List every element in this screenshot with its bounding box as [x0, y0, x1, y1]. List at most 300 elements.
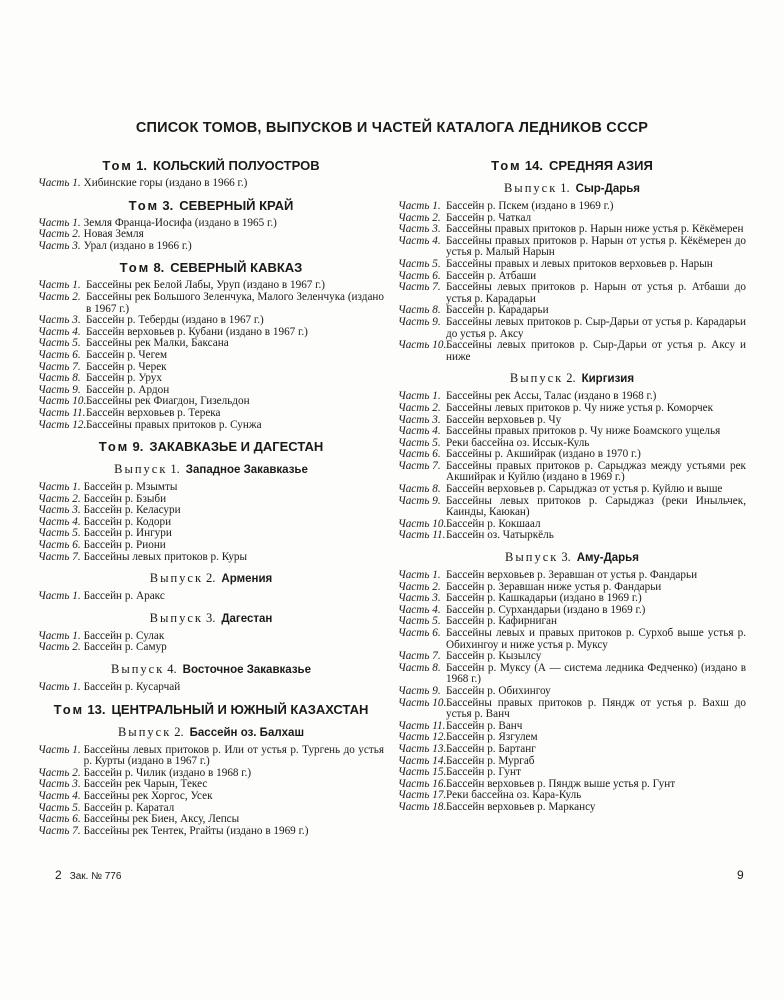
tom-section	[38, 198, 384, 253]
vypusk-number: 2.	[174, 724, 184, 739]
part-entry	[38, 540, 384, 552]
part-entry	[398, 802, 746, 814]
part-number: 8.	[432, 483, 441, 496]
vypusk-title: Дагестан	[221, 612, 273, 625]
part-text: Бассейн р. Ардон	[86, 383, 170, 396]
part-text: Бассейн р. Урух	[86, 372, 162, 385]
part-entry	[38, 591, 384, 603]
part-label: Часть	[38, 515, 70, 528]
part-text: Бассейн р. Кокшаал	[446, 517, 541, 530]
part-text: Бассейн верховьев р. Пяндж выше устья р. Гунт	[446, 777, 676, 790]
part-label-group	[398, 529, 446, 542]
part-entry	[398, 767, 746, 779]
part-number: 8.	[432, 304, 441, 317]
part-number: 1.	[72, 279, 81, 292]
tom-section	[398, 158, 746, 814]
tom-number: 13.	[87, 701, 106, 717]
part-number: 1.	[72, 629, 81, 642]
part-text: Бассейны левых притоков р. Сыр-Дарьи от устья р. Аксу и ниже	[446, 339, 746, 363]
vypusk-label: Выпуск	[505, 550, 559, 565]
part-label: Часть	[398, 529, 430, 542]
part-number: 1.	[432, 390, 441, 403]
part-number: 17.	[432, 789, 447, 802]
part-text: Бассейн р. Обихингоу	[446, 684, 551, 697]
part-label-group	[398, 236, 443, 259]
part-label-group	[398, 461, 443, 484]
vypusk-label: Выпуск	[114, 462, 168, 477]
part-label: Часть	[398, 459, 430, 472]
vypusk-heading	[398, 371, 746, 387]
part-label: Часть	[398, 684, 430, 697]
part-number: 2.	[432, 211, 441, 224]
vypusk-number: 1.	[560, 181, 570, 195]
tom-heading	[38, 158, 384, 173]
part-number: 15.	[432, 766, 447, 779]
part-label-group	[38, 178, 81, 190]
part-text: Бассейны левых и правых притоков р. Сурхоб выше устья р. Обихингоу и ниже устья р. Муксу	[446, 627, 746, 651]
part-label: Часть	[398, 413, 430, 426]
part-number: 1.	[72, 216, 81, 229]
part-number: 9.	[432, 494, 441, 507]
part-entry	[398, 496, 746, 519]
part-label: Часть	[38, 325, 70, 338]
part-label-group	[38, 552, 81, 564]
part-text: Бассейн р. Зеравшан ниже устья р. Фандарьи	[446, 580, 662, 593]
part-entry	[398, 530, 746, 542]
part-text: Бассейны левых притоков р. Чу ниже устья р. Коморчек	[446, 401, 714, 414]
part-label: Часть	[398, 390, 430, 403]
part-text: Земля Франца-Иосифа (издано в 1965 г.)	[83, 216, 277, 229]
vypusk-title: Восточное Закавказье	[182, 664, 311, 677]
part-text: Бассейн р. Сурхандарьи (издано в 1969 г.)	[446, 603, 646, 616]
part-label-group	[398, 696, 447, 721]
vypusk-label: Выпуск	[503, 181, 558, 195]
part-label-group	[38, 418, 87, 432]
part-entry	[38, 552, 384, 564]
part-text: Бассейн р. Карадарьи	[446, 304, 549, 317]
part-label: Часть	[38, 766, 70, 779]
part-text: Бассейн р. Атбаши	[446, 269, 537, 282]
vypusk-label: Выпуск	[149, 610, 203, 625]
part-number: 1.	[72, 681, 81, 694]
part-label: Часть	[38, 790, 70, 802]
tom-label: Том	[491, 158, 522, 173]
tom-section	[38, 702, 384, 838]
tom-heading	[38, 439, 384, 454]
part-label: Часть	[38, 641, 70, 654]
part-label: Часть	[398, 281, 430, 294]
part-text: Бассейн р. Мургаб	[446, 754, 535, 767]
part-text: Бассейны рек Биен, Аксу, Лепсы	[83, 813, 240, 826]
part-number: 1.	[72, 743, 81, 756]
footer-left	[55, 868, 121, 882]
part-entry	[38, 682, 384, 694]
part-label: Часть	[398, 650, 430, 663]
part-text: Бассейн верховьев р. Терека	[86, 406, 221, 419]
part-number: 5.	[432, 257, 441, 270]
part-label: Часть	[38, 337, 70, 350]
part-text: Бассейны правых притоков р. Нарын от устья р. Кёкёмерен до устья р. Малый Нарын	[446, 234, 746, 259]
part-entry	[38, 315, 384, 327]
part-number: 7.	[72, 360, 81, 373]
part-number: 7.	[72, 824, 81, 837]
part-number: 3.	[432, 413, 441, 426]
part-text: Бассейн р. Ингури	[83, 527, 172, 540]
part-text: Бассейны правых притоков р. Сунжа	[86, 418, 262, 431]
part-label-group	[398, 496, 443, 519]
tom-label: Том	[98, 439, 130, 455]
vypusk-number: 4.	[167, 662, 177, 677]
part-number: 4.	[72, 790, 81, 802]
part-number: 2.	[72, 492, 81, 505]
part-entry	[398, 686, 746, 698]
part-number: 4.	[72, 515, 81, 528]
part-entry	[398, 340, 746, 363]
part-number: 10.	[432, 696, 447, 709]
part-text: Бассейн р. Ванч	[446, 719, 523, 732]
part-label: Часть	[398, 425, 430, 438]
part-number: 4.	[432, 603, 441, 616]
part-number: 2.	[72, 641, 81, 654]
part-text: Бассейн р. Мзымты	[83, 481, 178, 494]
part-label-group	[38, 241, 81, 253]
vypusk-heading	[38, 611, 384, 627]
part-label: Часть	[398, 448, 430, 461]
tom-title: СЕВЕРНЫЙ КРАЙ	[179, 197, 294, 213]
part-label-group	[38, 682, 81, 694]
vypusk-heading	[38, 462, 384, 478]
part-label: Часть	[398, 719, 430, 732]
part-label: Часть	[38, 239, 70, 252]
part-text: Бассейн р. Келасури	[83, 504, 181, 517]
part-text: Бассейн р. Каратал	[83, 801, 175, 814]
part-label: Часть	[398, 200, 430, 212]
part-number: 5.	[432, 436, 441, 449]
part-number: 3.	[72, 314, 81, 327]
part-number: 5.	[72, 337, 81, 350]
part-number: 2.	[72, 290, 81, 303]
part-number: 7.	[432, 281, 441, 294]
part-label: Часть	[38, 360, 70, 373]
part-text: Бассейны рек Белой Лабы, Уруп (издано в 1967 г.)	[86, 279, 326, 292]
part-number: 8.	[72, 372, 81, 385]
part-number: 12.	[72, 418, 87, 431]
part-label: Часть	[398, 777, 430, 790]
part-label: Часть	[38, 481, 70, 494]
part-text: Бассейны левых притоков р. Или от устья р. Тургень до устья р. Курты (издано в 1967 г.)	[83, 743, 384, 768]
part-number: 1.	[72, 590, 81, 603]
tom-number: 1.	[136, 158, 147, 173]
vypusk-title: Аму-Дарья	[576, 552, 639, 565]
part-number: 11.	[72, 406, 86, 419]
vypusk-title: Западное Закавказье	[185, 464, 308, 477]
tom-number: 9.	[132, 439, 144, 455]
part-number: 2.	[432, 401, 441, 414]
part-entry	[398, 282, 746, 305]
tom-title: ЗАКАВКАЗЬЕ И ДАГЕСТАН	[149, 439, 324, 455]
part-number: 2.	[432, 580, 441, 593]
vypusk-label: Выпуск	[111, 662, 165, 677]
part-label-group	[398, 282, 443, 305]
part-label-group	[398, 339, 447, 363]
part-number: 3.	[432, 223, 441, 236]
tom-title: ЦЕНТРАЛЬНЫЙ И ЮЖНЫЙ КАЗАХСТАН	[111, 701, 369, 717]
tom-label: Том	[102, 158, 133, 173]
part-label-group	[38, 826, 81, 838]
part-number: 5.	[432, 615, 441, 628]
part-label: Часть	[398, 766, 430, 779]
part-text: Бассейн верховьев р. Чу	[446, 413, 562, 426]
tom-section	[38, 158, 384, 190]
part-text: Реки бассейна оз. Иссык-Куль	[446, 436, 590, 449]
part-number: 2.	[72, 228, 81, 241]
part-entry	[38, 292, 384, 315]
part-text: Бассейн р. Пскем (издано в 1969 г.)	[446, 200, 614, 212]
vypusk-number: 1.	[170, 462, 180, 477]
part-label: Часть	[38, 743, 70, 756]
part-text: Бассейн р. Теберды (издано в 1967 г.)	[86, 314, 264, 327]
tom-heading	[38, 702, 384, 717]
part-number: 1.	[432, 569, 441, 582]
part-number: 7.	[432, 459, 441, 472]
part-label: Часть	[38, 395, 70, 408]
part-label: Часть	[398, 569, 430, 582]
vypusk-title: Бассейн оз. Балхаш	[189, 726, 305, 739]
part-number: 6.	[72, 813, 81, 826]
part-number: 10.	[432, 339, 447, 352]
vypusk-label: Выпуск	[149, 571, 204, 586]
part-text: Бассейн р. Аракс	[83, 590, 165, 603]
part-text: Бассейны рек Большого Зеленчука, Малого Зеленчука (издано в 1967 г.)	[86, 290, 384, 315]
part-label: Часть	[38, 314, 70, 327]
part-text: Бассейн р. Чилик (издано в 1968 г.)	[83, 766, 252, 779]
part-entry	[38, 791, 384, 803]
part-text: Бассейны рек Фиагдон, Гизельдон	[86, 395, 250, 408]
part-label: Часть	[398, 800, 430, 813]
part-text: Бассейн верховьев р. Кубани (издано в 1967 г.)	[86, 325, 308, 338]
order-number: Зак. № 776	[69, 871, 122, 882]
part-label: Часть	[38, 228, 70, 241]
part-number: 10.	[432, 517, 447, 530]
part-label: Часть	[38, 590, 70, 603]
part-text: Бассейны правых притоков р. Пяндж от устья р. Вахш до устья р. Ванч	[446, 696, 746, 721]
vypusk-heading	[398, 550, 746, 566]
vypusk-number: 2.	[206, 571, 216, 586]
part-label: Часть	[38, 813, 70, 826]
part-number: 14.	[432, 754, 447, 767]
part-text: Бассейн р. Чегем	[86, 348, 168, 361]
tom-title: КОЛЬСКИЙ ПОЛУОСТРОВ	[152, 158, 320, 173]
part-number: 6.	[432, 627, 441, 639]
part-number: 3.	[432, 592, 441, 605]
part-label: Часть	[398, 234, 430, 247]
part-text: Бассейн верховьев р. Сарыджаз от устья р. Куйлю и выше	[446, 483, 723, 496]
part-number: 9.	[432, 315, 441, 328]
part-label: Часть	[398, 592, 430, 605]
part-label-group	[38, 745, 81, 768]
tom-number: 14.	[524, 158, 543, 173]
vypusk-number: 3.	[205, 610, 216, 625]
tom-label: Том	[53, 701, 85, 717]
part-number: 6.	[72, 539, 81, 552]
part-text: Бассейн р. Чаткал	[446, 211, 532, 224]
part-entry	[398, 461, 746, 484]
part-entry	[398, 744, 746, 756]
part-label: Часть	[38, 290, 70, 303]
part-text: Урал (издано в 1966 г.)	[83, 239, 192, 252]
part-number: 11.	[432, 529, 446, 542]
part-label-group	[38, 642, 81, 654]
part-number: 7.	[432, 650, 441, 663]
part-label: Часть	[38, 629, 70, 642]
vypusk-label: Выпуск	[117, 724, 172, 739]
part-number: 3.	[72, 239, 81, 252]
part-label: Часть	[38, 801, 70, 814]
part-text: Бассейны рек Малки, Баксана	[86, 337, 229, 350]
tom-title: СЕВЕРНЫЙ КАВКАЗ	[170, 260, 303, 276]
part-label: Часть	[38, 372, 70, 385]
part-text: Бассейн р. Язгулем	[446, 731, 538, 744]
part-text: Бассейны левых притоков р. Сарыджаз (реки Иныльчек, Каинды, Каюкан)	[446, 494, 746, 519]
part-number: 5.	[72, 527, 81, 540]
tom-title: СРЕДНЯЯ АЗИЯ	[548, 158, 653, 173]
part-text: Бассейны левых притоков р. Куры	[83, 550, 248, 563]
tom-heading	[38, 260, 384, 275]
part-label: Часть	[398, 789, 430, 802]
part-number: 11.	[432, 719, 446, 732]
vypusk-title: Армения	[221, 573, 273, 586]
part-label: Часть	[38, 504, 70, 517]
part-label: Часть	[398, 580, 430, 593]
part-text: Бассейн р. Бзыби	[83, 492, 167, 505]
part-entry	[38, 373, 384, 385]
part-entry	[38, 420, 384, 432]
part-number: 1.	[72, 481, 81, 494]
part-entry	[398, 663, 746, 686]
part-number: 8.	[432, 661, 441, 674]
part-number: 1.	[72, 177, 81, 189]
part-text: Бассейн р. Кашкадарьи (издано в 1969 г.)	[446, 592, 642, 605]
part-label: Часть	[38, 383, 70, 396]
part-label-group	[398, 628, 443, 651]
part-label: Часть	[38, 348, 70, 361]
part-label: Часть	[38, 492, 70, 505]
part-entry	[38, 350, 384, 362]
tom-label: Том	[128, 197, 160, 213]
tom-heading	[38, 198, 384, 213]
part-text: Бассейн р. Кызылсу	[446, 650, 542, 663]
part-label: Часть	[38, 824, 70, 837]
tom-number: 3.	[162, 197, 174, 213]
part-number: 3.	[72, 778, 81, 791]
part-label: Часть	[398, 304, 430, 317]
part-label: Часть	[398, 494, 430, 507]
part-entry	[398, 236, 746, 259]
part-label: Часть	[398, 401, 430, 414]
tom-heading	[398, 158, 746, 173]
part-label: Часть	[398, 339, 430, 352]
part-label: Часть	[398, 627, 430, 639]
part-text: Бассейн оз. Чатыркёль	[446, 529, 554, 542]
tom-section	[38, 439, 384, 694]
vypusk-heading	[38, 725, 384, 741]
page-title: СПИСОК ТОМОВ, ВЫПУСКОВ И ЧАСТЕЙ КАТАЛОГА ЛЕДНИКОВ СССР	[135, 120, 649, 136]
part-number: 6.	[72, 348, 81, 361]
part-text: Бассейны правых притоков р. Чу ниже Боамского ущелья	[446, 425, 721, 438]
part-entry	[398, 426, 746, 438]
part-label: Часть	[398, 731, 430, 744]
vypusk-heading	[38, 571, 384, 587]
part-label: Часть	[38, 681, 70, 694]
part-label: Часть	[38, 216, 70, 229]
part-text: Бассейны р. Акшийрак (издано в 1970 г.)	[446, 448, 641, 461]
tom-section	[38, 260, 384, 431]
part-label: Часть	[398, 661, 430, 674]
part-number: 9.	[72, 383, 81, 396]
part-entry	[398, 201, 746, 213]
part-text: Новая Земля	[83, 228, 144, 241]
part-text: Бассейны рек Ассы, Талас (издано в 1968 г.)	[446, 390, 657, 403]
part-text: Хибинские горы (издано в 1966 г.)	[83, 177, 248, 189]
vypusk-label: Выпуск	[509, 371, 564, 386]
part-entry	[38, 241, 384, 253]
part-text: Бассейны правых притоков р. Сарыджаз между устьями рек Акшийрак и Куйлю (издано в 1969 г.)	[446, 459, 746, 484]
part-label: Часть	[398, 696, 430, 709]
part-text: Бассейны рек Хоргос, Усек	[83, 790, 213, 802]
part-text: Бассейн верховьев р. Зеравшан от устья р. Фандарьи	[446, 569, 698, 582]
part-text: Бассейн рек Чарын, Текес	[83, 778, 208, 791]
part-number: 6.	[432, 448, 441, 461]
part-text: Бассейн р. Сулак	[83, 629, 165, 642]
part-label: Часть	[398, 483, 430, 496]
part-label-group	[398, 800, 447, 814]
page-number: 9	[737, 868, 744, 882]
part-number: 5.	[72, 801, 81, 814]
part-label: Часть	[38, 527, 70, 540]
part-entry	[398, 317, 746, 340]
part-number: 18.	[432, 800, 447, 813]
part-number: 4.	[432, 425, 441, 438]
left-column	[38, 150, 384, 837]
part-number: 7.	[72, 550, 81, 563]
vypusk-number: 2.	[566, 371, 576, 386]
part-label-group	[398, 317, 443, 340]
part-text: Бассейны левых притоков р. Сыр-Дарьи от устья р. Карадарьи до устья р. Аксу	[446, 315, 746, 340]
part-text: Бассейн р. Кусарчай	[83, 681, 181, 694]
vypusk-heading	[38, 662, 384, 678]
part-label: Часть	[398, 603, 430, 616]
part-entry	[38, 642, 384, 654]
part-text: Бассейны правых притоков р. Нарын ниже устья р. Кёкёмерен	[446, 223, 744, 236]
part-entry	[398, 484, 746, 496]
signature-number: 2	[55, 868, 62, 882]
part-label: Часть	[38, 177, 70, 189]
vypusk-title: Киргизия	[581, 373, 635, 386]
part-text: Бассейн р. Самур	[83, 641, 167, 654]
part-number: 16.	[432, 777, 447, 790]
part-entry	[398, 259, 746, 271]
part-text: Бассейн р. Кафирниган	[446, 615, 558, 628]
vypusk-number: 3.	[561, 550, 571, 565]
part-entry	[398, 570, 746, 582]
part-text: Бассейны левых притоков р. Нарын от устья р. Атбаши до устья р. Карадарьи	[446, 281, 746, 305]
part-text: Бассейн р. Кодори	[83, 515, 172, 528]
vypusk-heading	[398, 181, 746, 197]
part-entry	[38, 482, 384, 494]
part-label: Часть	[398, 742, 430, 755]
part-label: Часть	[398, 517, 430, 530]
part-label: Часть	[38, 406, 70, 419]
